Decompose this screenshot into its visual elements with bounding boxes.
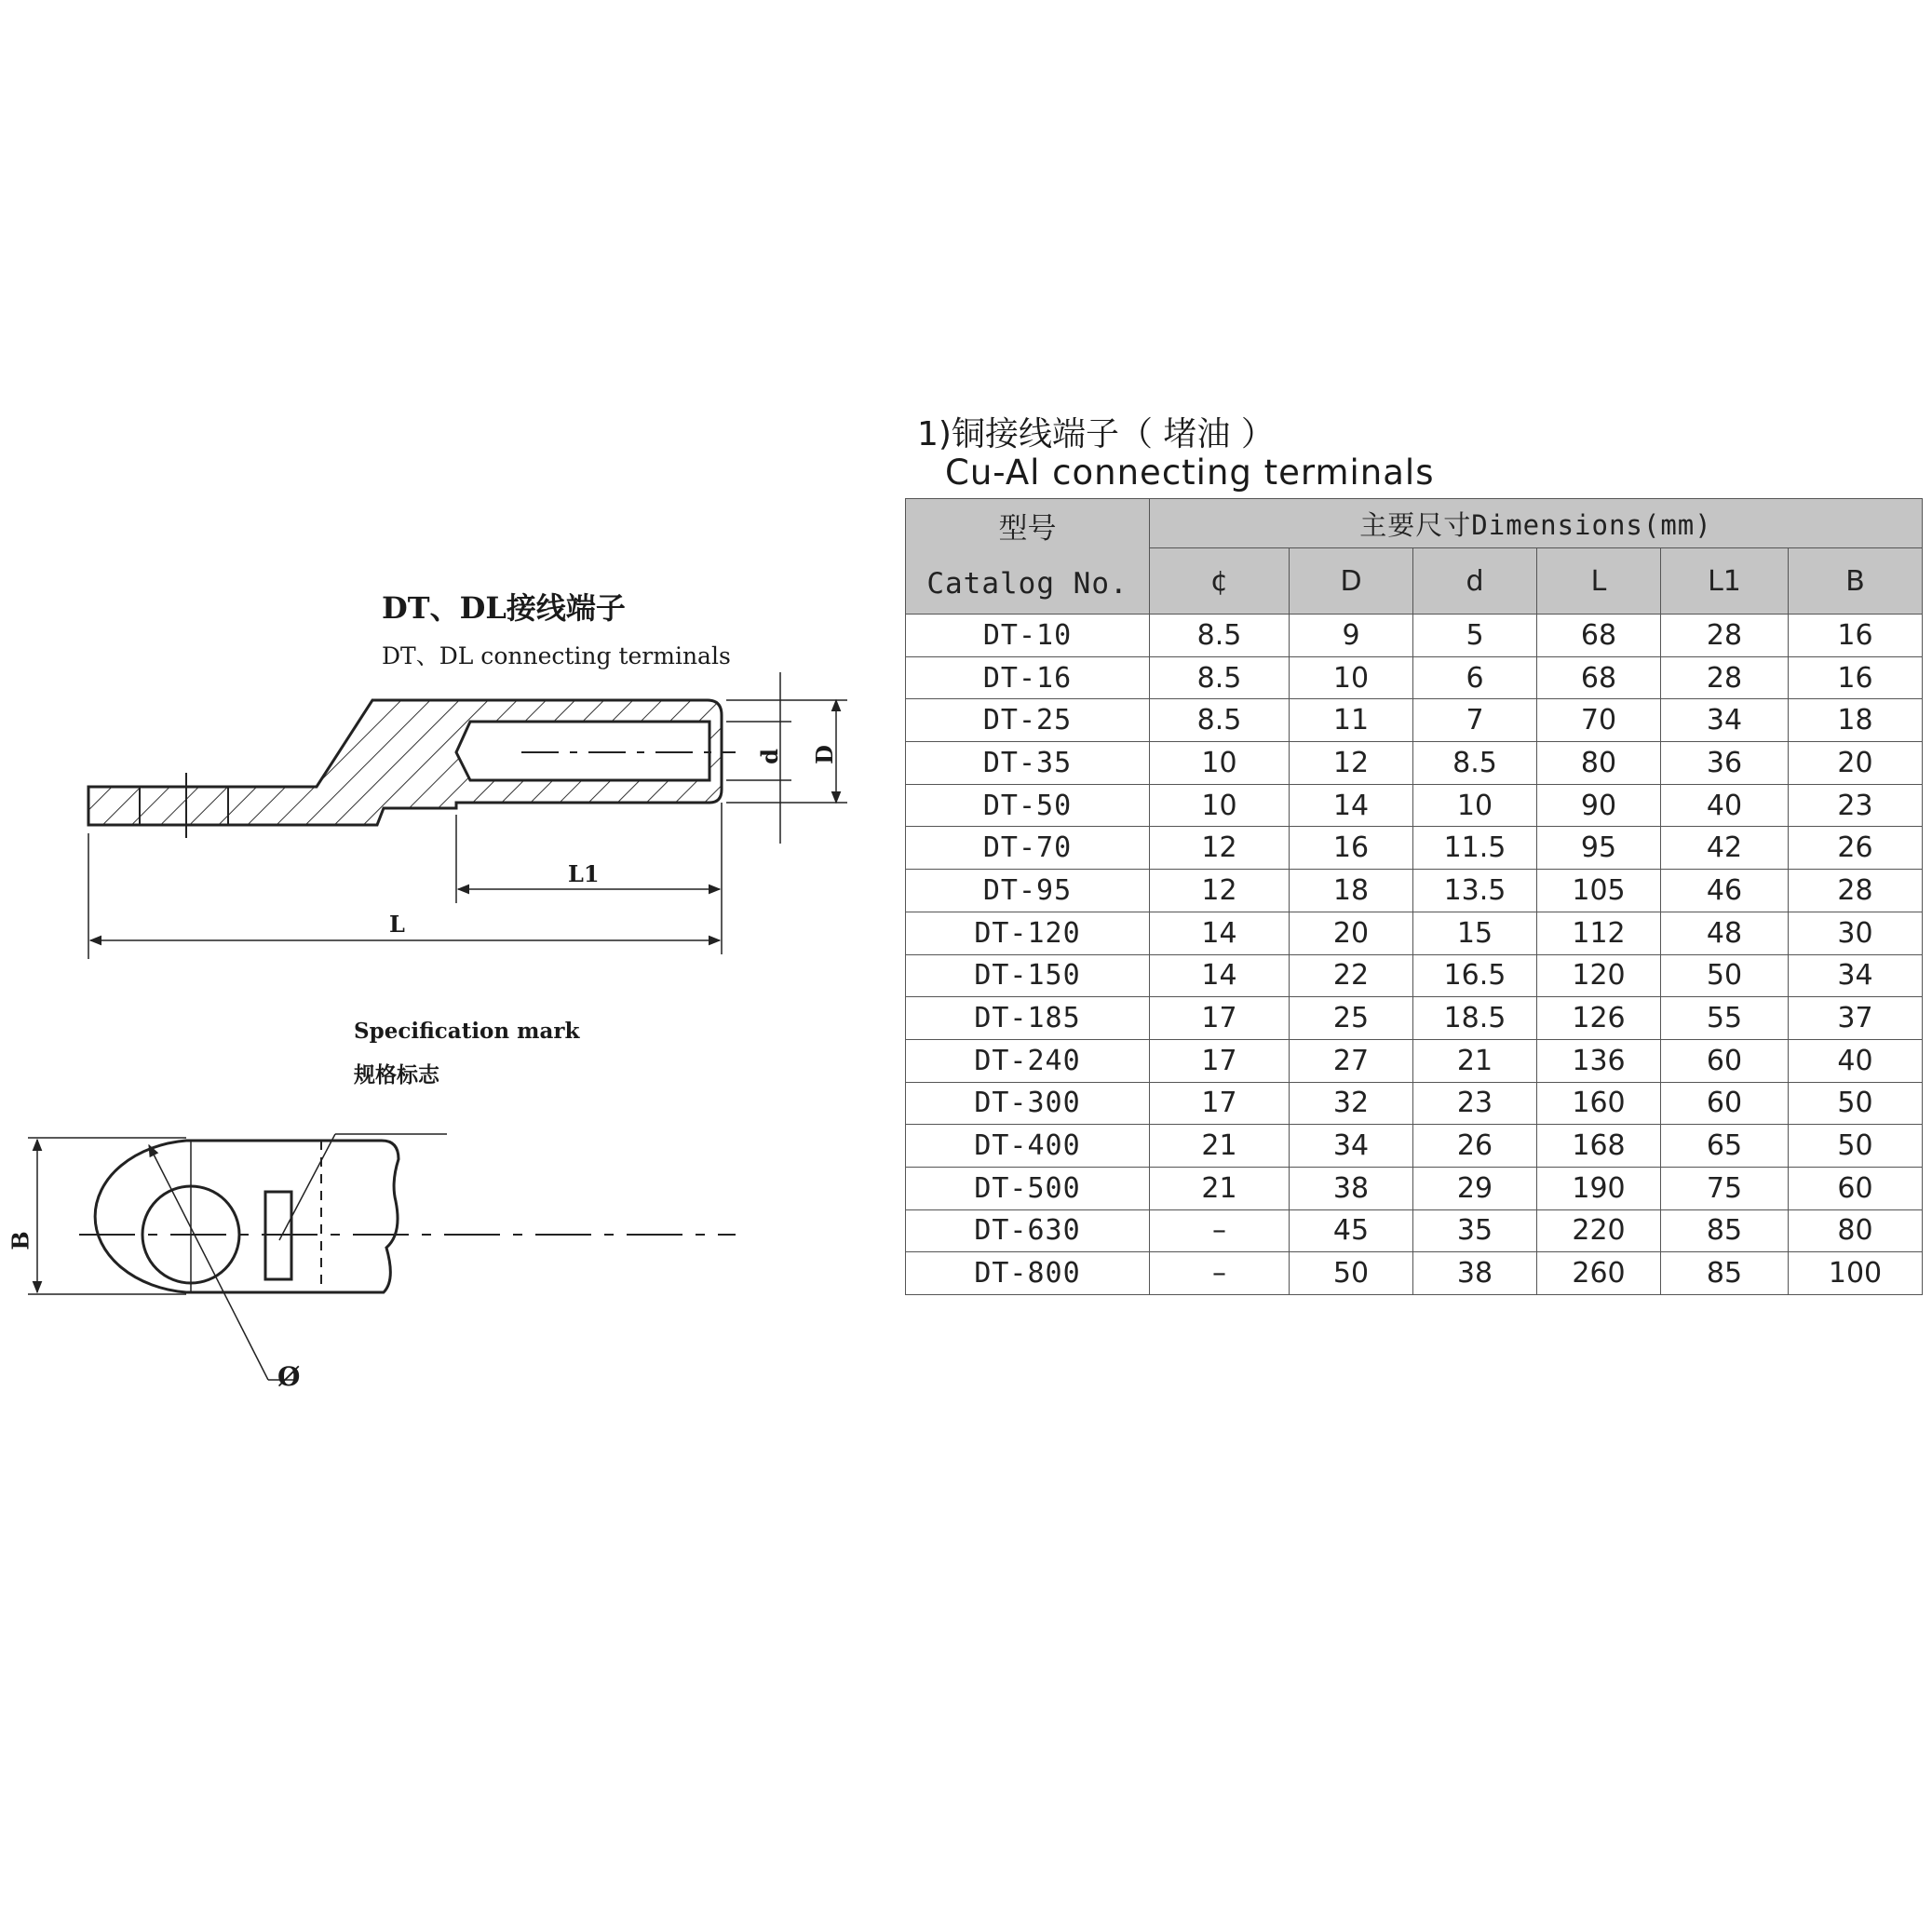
- dimension-cell: 20: [1789, 742, 1923, 785]
- dimension-cell: 190: [1537, 1167, 1661, 1209]
- table-row: [906, 954, 1923, 997]
- column-header: D: [1290, 548, 1413, 615]
- dimension-cell: 14: [1290, 784, 1413, 827]
- table-row: [906, 742, 1923, 785]
- catalog-number-cell: DT-150: [906, 954, 1150, 997]
- dimension-cell: 26: [1789, 827, 1923, 870]
- dimension-cell: 100: [1789, 1252, 1923, 1295]
- dimension-cell: 75: [1661, 1167, 1789, 1209]
- dimension-cell: 8.5: [1150, 615, 1290, 657]
- dimension-cell: 126: [1537, 997, 1661, 1040]
- dimension-cell: 7: [1413, 699, 1537, 742]
- catalog-number-cell: DT-400: [906, 1125, 1150, 1168]
- table-header-row: [906, 499, 1923, 548]
- table-row: [906, 784, 1923, 827]
- dimension-cell: 34: [1661, 699, 1789, 742]
- dimension-cell: 18: [1789, 699, 1923, 742]
- dimensions-header: 主要尺寸Dimensions(mm): [1150, 499, 1923, 548]
- table-row: [906, 912, 1923, 954]
- column-header: L: [1537, 548, 1661, 615]
- dimension-cell: 12: [1150, 827, 1290, 870]
- catalog-number-cell: DT-240: [906, 1039, 1150, 1082]
- dimension-cell: 17: [1150, 1039, 1290, 1082]
- catalog-number-cell: DT-800: [906, 1252, 1150, 1295]
- dimension-cell: 40: [1661, 784, 1789, 827]
- dimension-cell: 29: [1413, 1167, 1537, 1209]
- table-title-cn: 1)铜接线端子（ 堵油 ）: [917, 415, 1275, 453]
- drawing-title: DT、DL接线端子: [382, 590, 626, 626]
- dimension-cell: 50: [1789, 1082, 1923, 1125]
- dimension-cell: 12: [1290, 742, 1413, 785]
- dimension-cell: 10: [1413, 784, 1537, 827]
- dimension-cell: 60: [1789, 1167, 1923, 1209]
- dim-label-L: L: [389, 911, 405, 938]
- terminal-body: [88, 700, 722, 825]
- dimension-cell: 168: [1537, 1125, 1661, 1168]
- dimension-cell: 46: [1661, 870, 1789, 912]
- dim-label-B: B: [7, 1231, 34, 1250]
- dimension-cell: –: [1150, 1209, 1290, 1252]
- catalog-number-cell: DT-35: [906, 742, 1150, 785]
- dimension-cell: 6: [1413, 656, 1537, 699]
- dimension-cell: 11: [1290, 699, 1413, 742]
- dimension-cell: 18.5: [1413, 997, 1537, 1040]
- column-header: L1: [1661, 548, 1789, 615]
- terminal-top-view-drawing: [0, 1080, 894, 1415]
- table-row: [906, 997, 1923, 1040]
- dimension-cell: 42: [1661, 827, 1789, 870]
- dimension-cell: 28: [1661, 656, 1789, 699]
- dimension-cell: 48: [1661, 912, 1789, 954]
- dimension-cell: 18: [1290, 870, 1413, 912]
- column-header: d: [1413, 548, 1537, 615]
- dimension-cell: 14: [1150, 912, 1290, 954]
- dimension-cell: 30: [1789, 912, 1923, 954]
- catalog-number-cell: DT-16: [906, 656, 1150, 699]
- table-row: [906, 1167, 1923, 1209]
- spec-mark-label-cn: 规格标志: [354, 1062, 439, 1088]
- dimension-cell: 50: [1661, 954, 1789, 997]
- table-row: [906, 1252, 1923, 1295]
- dimension-cell: 20: [1290, 912, 1413, 954]
- catalog-number-cell: DT-10: [906, 615, 1150, 657]
- dimension-cell: 38: [1413, 1252, 1537, 1295]
- dimension-cell: 136: [1537, 1039, 1661, 1082]
- dimension-cell: 112: [1537, 912, 1661, 954]
- dimension-cell: 5: [1413, 615, 1537, 657]
- dimension-cell: 23: [1789, 784, 1923, 827]
- dim-label-phi: Ø: [277, 1361, 301, 1392]
- dimension-cell: 28: [1789, 870, 1923, 912]
- dim-label-D: D: [810, 745, 838, 764]
- dimension-cell: –: [1150, 1252, 1290, 1295]
- table-row: [906, 615, 1923, 657]
- dimension-cell: 68: [1537, 656, 1661, 699]
- dimension-cell: 70: [1537, 699, 1661, 742]
- dimension-cell: 16: [1789, 615, 1923, 657]
- dimension-cell: 10: [1150, 784, 1290, 827]
- dimension-cell: 85: [1661, 1252, 1789, 1295]
- dimension-cell: 27: [1290, 1039, 1413, 1082]
- dimension-cell: 21: [1150, 1167, 1290, 1209]
- table-body: [906, 615, 1923, 1295]
- dimension-cell: 8.5: [1150, 656, 1290, 699]
- table-row: [906, 1039, 1923, 1082]
- dimension-cell: 21: [1150, 1125, 1290, 1168]
- catalog-number-cell: DT-630: [906, 1209, 1150, 1252]
- dimension-cell: 60: [1661, 1039, 1789, 1082]
- dim-label-d: d: [755, 749, 783, 764]
- dimension-cell: 10: [1150, 742, 1290, 785]
- dimension-cell: 80: [1537, 742, 1661, 785]
- column-header: B: [1789, 548, 1923, 615]
- dimension-cell: 21: [1413, 1039, 1537, 1082]
- table-row: [906, 827, 1923, 870]
- catalog-number-cell: DT-95: [906, 870, 1150, 912]
- dimension-cell: 8.5: [1413, 742, 1537, 785]
- catalog-header-cn: 型号: [998, 511, 1057, 546]
- column-header: ¢: [1150, 548, 1290, 615]
- dimension-cell: 90: [1537, 784, 1661, 827]
- dimension-cell: 17: [1150, 1082, 1290, 1125]
- dimension-cell: 220: [1537, 1209, 1661, 1252]
- catalog-number-cell: DT-70: [906, 827, 1150, 870]
- dimension-cell: 37: [1789, 997, 1923, 1040]
- dimension-cell: 34: [1290, 1125, 1413, 1168]
- dimension-cell: 14: [1150, 954, 1290, 997]
- dimension-cell: 65: [1661, 1125, 1789, 1168]
- table-row: [906, 1125, 1923, 1168]
- dimension-cell: 105: [1537, 870, 1661, 912]
- dimension-cell: 120: [1537, 954, 1661, 997]
- catalog-number-cell: DT-25: [906, 699, 1150, 742]
- table-row: [906, 656, 1923, 699]
- dimension-cell: 32: [1290, 1082, 1413, 1125]
- dimension-cell: 55: [1661, 997, 1789, 1040]
- dimension-cell: 36: [1661, 742, 1789, 785]
- dimension-cell: 45: [1290, 1209, 1413, 1252]
- drawing-subtitle: DT、DL connecting terminals: [382, 642, 731, 669]
- table-row: [906, 870, 1923, 912]
- dimension-cell: 95: [1537, 827, 1661, 870]
- dimension-cell: 28: [1661, 615, 1789, 657]
- dimension-cell: 25: [1290, 997, 1413, 1040]
- dimension-cell: 160: [1537, 1082, 1661, 1125]
- table-row: [906, 699, 1923, 742]
- dimension-cell: 85: [1661, 1209, 1789, 1252]
- dimension-cell: 17: [1150, 997, 1290, 1040]
- catalog-number-cell: DT-120: [906, 912, 1150, 954]
- catalog-number-cell: DT-500: [906, 1167, 1150, 1209]
- spec-mark-label: Specification mark: [354, 1019, 580, 1044]
- catalog-number-cell: DT-50: [906, 784, 1150, 827]
- dimension-cell: 38: [1290, 1167, 1413, 1209]
- dimension-cell: 16.5: [1413, 954, 1537, 997]
- table-row: [906, 1082, 1923, 1125]
- table-title-en: Cu-Al connecting terminals: [945, 453, 1435, 493]
- dimension-cell: 22: [1290, 954, 1413, 997]
- dimension-cell: 60: [1661, 1082, 1789, 1125]
- dimension-cell: 12: [1150, 870, 1290, 912]
- dimension-cell: 15: [1413, 912, 1537, 954]
- dimension-cell: 13.5: [1413, 870, 1537, 912]
- dimension-cell: 11.5: [1413, 827, 1537, 870]
- catalog-header-en: Catalog No.: [926, 566, 1128, 601]
- table-row: [906, 1209, 1923, 1252]
- dimension-cell: 10: [1290, 656, 1413, 699]
- catalog-number-cell: DT-185: [906, 997, 1150, 1040]
- dimension-cell: 80: [1789, 1209, 1923, 1252]
- dimension-cell: 16: [1789, 656, 1923, 699]
- dimension-cell: 50: [1789, 1125, 1923, 1168]
- dimension-cell: 260: [1537, 1252, 1661, 1295]
- dimension-cell: 34: [1789, 954, 1923, 997]
- dimensions-table: [905, 498, 1923, 1295]
- catalog-header: [906, 499, 1150, 615]
- dimension-cell: 68: [1537, 615, 1661, 657]
- dimension-cell: 16: [1290, 827, 1413, 870]
- dimension-cell: 9: [1290, 615, 1413, 657]
- dimension-cell: 50: [1290, 1252, 1413, 1295]
- catalog-number-cell: DT-300: [906, 1082, 1150, 1125]
- dim-label-L1: L1: [568, 860, 600, 887]
- dimension-cell: 40: [1789, 1039, 1923, 1082]
- dimension-cell: 23: [1413, 1082, 1537, 1125]
- dimension-cell: 35: [1413, 1209, 1537, 1252]
- dimension-cell: 26: [1413, 1125, 1537, 1168]
- dimension-cell: 8.5: [1150, 699, 1290, 742]
